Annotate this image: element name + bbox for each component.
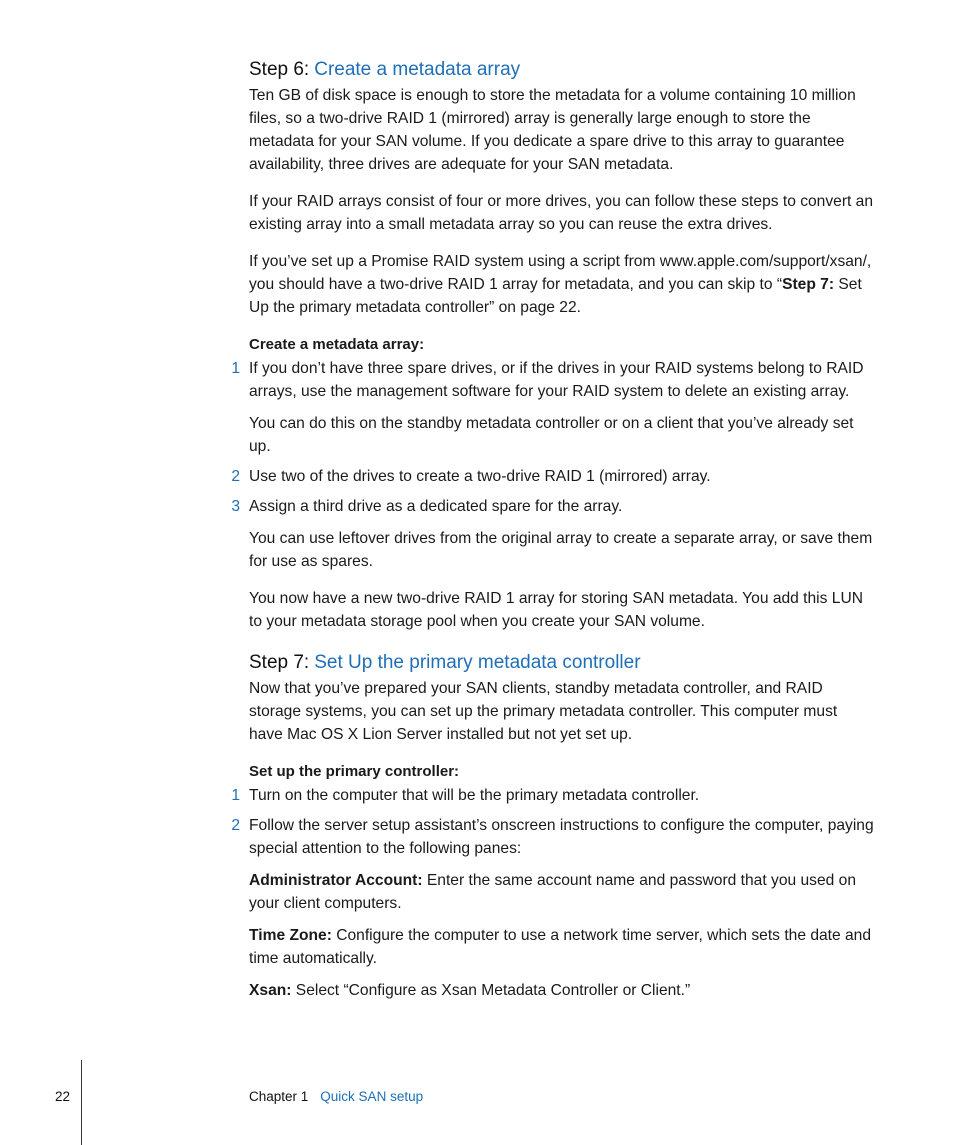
step7-title: Set Up the primary metadata controller [314, 652, 641, 673]
list-item [231, 495, 874, 573]
step6-heading [249, 58, 874, 82]
list-item [231, 357, 874, 458]
page-number: 22 [55, 1089, 71, 1104]
pane-label: Time Zone: [249, 927, 332, 944]
step-text: If you don’t have three spare drives, or if the drives in your RAID systems belong to RAID arrays, use the management software for your RAID system to delete an existing array. [249, 360, 864, 400]
step6-title: Create a metadata array [314, 59, 521, 80]
step-text: Follow the server setup assistant’s onscreen instructions to configure the computer, paying special attention to the following panes: [249, 817, 874, 857]
step7-intro: Now that you’ve prepared your SAN clients, standby metadata controller, and RAID storage systems, you can set up the primary metadata controller. This computer must have Mac OS X Lion Server installed but not yet set up. [249, 680, 838, 743]
list-item [231, 784, 874, 807]
step7-cross-reference: Step 7: [782, 276, 835, 293]
pane-text: Configure the computer to use a network time server, which sets the date and time automatically. [249, 927, 872, 967]
chapter-title: Quick SAN setup [320, 1089, 424, 1104]
step-text: Turn on the computer that will be the primary metadata controller. [249, 787, 700, 804]
step-number: 2 [231, 817, 240, 834]
step-followup: You can do this on the standby metadata controller or on a client that you’ve already set up. [249, 415, 854, 455]
page-content [231, 58, 874, 1011]
chapter-label: Chapter 1 [249, 1089, 309, 1104]
step6-paragraph-2: If your RAID arrays consist of four or more drives, you can follow these steps to convert an existing array into a small metadata array so you can reuse the extra drives. [249, 193, 874, 233]
primary-controller-steps [231, 784, 874, 860]
step-followup: You can use leftover drives from the original array to create a separate array, or save them for use as spares. [249, 530, 873, 570]
pane-label: Xsan: [249, 982, 292, 999]
primary-controller-subhead: Set up the primary controller: [249, 763, 460, 780]
step6-paragraph-1: Ten GB of disk space is enough to store the metadata for a volume containing 10 million files, so a two-drive RAID 1 (mirrored) array is generally large enough to store the metadata for your SAN volume. If you dedicate a spare drive to this array to guarantee availability, three drives are adequate for your SAN metadata. [249, 87, 856, 173]
step7-heading [249, 651, 874, 675]
step-number: 1 [231, 787, 240, 804]
step-text: Use two of the drives to create a two-drive RAID 1 (mirrored) array. [249, 468, 711, 485]
step-number: 1 [231, 360, 240, 377]
create-array-steps [231, 357, 874, 573]
step6-paragraph-3 [249, 250, 874, 319]
footer-chapter [249, 1089, 423, 1104]
step-text: Assign a third drive as a dedicated spare for the array. [249, 498, 623, 515]
pane-text: Select “Configure as Xsan Metadata Controller or Client.” [291, 982, 691, 999]
pane-text: Enter the same account name and password that you used on your client computers. [249, 872, 856, 912]
step6-closing: You now have a new two-drive RAID 1 array for storing SAN metadata. You add this LUN to your metadata storage pool when you create your SAN volume. [249, 590, 863, 630]
step-number: 2 [231, 468, 240, 485]
step7-label: Step 7: [249, 652, 310, 673]
pane-administrator-account [249, 869, 874, 915]
list-item [231, 814, 874, 860]
pane-time-zone [249, 924, 874, 970]
footer-divider [81, 1060, 82, 1145]
promise-text-b: Set Up the primary metadata controller” on page 22. [249, 276, 862, 316]
list-item [231, 465, 874, 488]
step6-label: Step 6: [249, 59, 310, 80]
step-number: 3 [231, 498, 240, 515]
pane-label: Administrator Account: [249, 872, 423, 889]
pane-xsan [249, 979, 874, 1002]
promise-text-a: If you’ve set up a Promise RAID system using a script from www.apple.com/support/xsan/, you should have a two-drive RAID 1 array for metadata, and you can skip to “ [249, 253, 872, 293]
create-array-subhead: Create a metadata array: [249, 336, 425, 353]
